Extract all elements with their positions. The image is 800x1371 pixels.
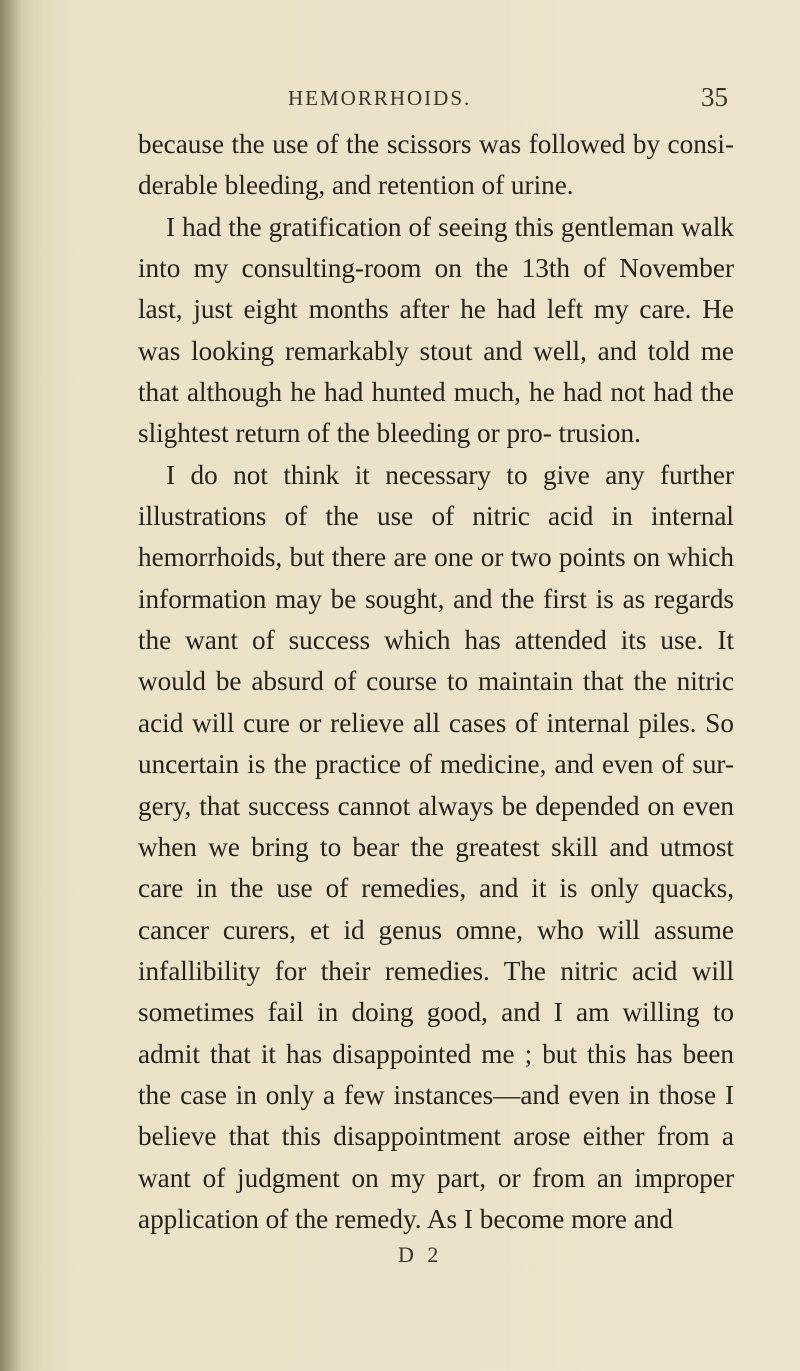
paragraph: because the use of the scissors was followed by consi- derable bleeding, and retention of urine. [138,129,734,201]
page-number: 35 [701,82,728,112]
running-title: HEMORRHOIDS. [288,86,472,110]
body-text [138,124,734,1240]
paragraph: I do not think it necessary to give any further illustrations of the use of nitric acid in internal hemorrhoids, but there are one or two points on which information may be sought, and the first is as regards the want of success which has attended its use. It would be absurd of course to maintain that the nitric acid will cure or relieve all cases of internal piles. So uncertain is the practice of medicine, and even of sur- gery, that success cannot always be depended on even when we bring to bear the greatest skill and utmost care in the use of remedies, and it is only quacks, cancer curers, et id genus omne, who will assume infallibility for their remedies. The nitric acid will sometimes fail in doing good, and I am willing to admit that it has disappointed me ; but this has been the case in only a few instances—and even in those I believe that this disappointment arose either from a want of judgment on my part, or from an improper application of the remedy. As I become more and [138,459,734,1234]
paragraph: I had the gratification of seeing this gentleman walk into my consulting-room on the 13th of November last, just eight months after he had left my care. He was looking remarkably stout and well, and told me that although he had hunted much, he had not had the slightest return of the bleeding or pro- trusion. [138,211,734,449]
gutter-shadow [0,0,22,1371]
signature-mark: D 2 [398,1242,443,1267]
